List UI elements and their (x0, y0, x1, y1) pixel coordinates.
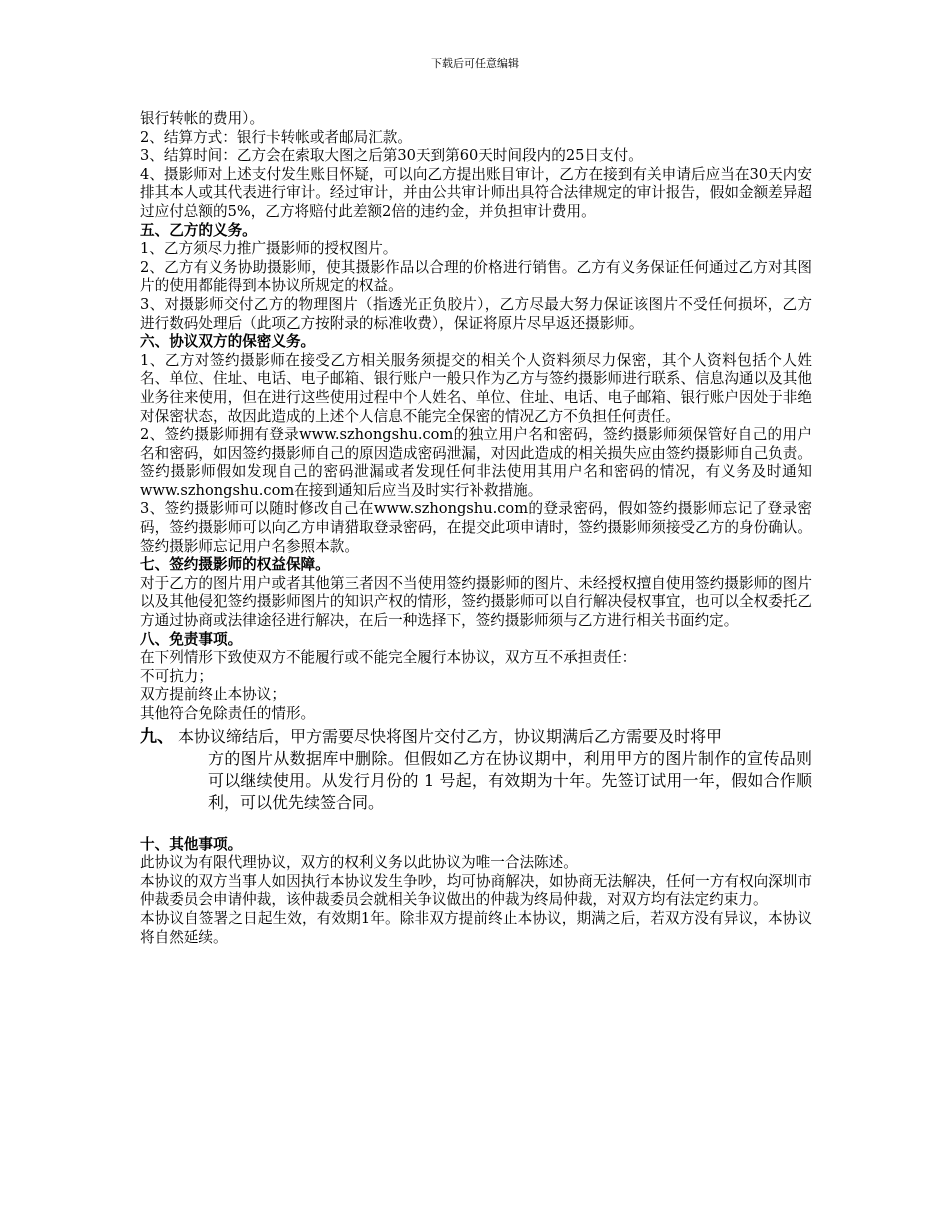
section-heading: 六、协议双方的保密义务。 (140, 333, 316, 351)
paragraph: 3、对摄影师交付乙方的物理图片（指透光正负胶片），乙方尽最大努力保证该图片不受任何损坏，乙方进行数码处理后（此项乙方按附录的标准收费），保证将原片尽早返还摄影师。 (140, 295, 812, 332)
paragraph: 4、摄影师对上述支付发生账目怀疑，可以向乙方提出账目审计，乙方在接到有关申请后应当在30天内安排其本人或其代表进行审计。经过审计，并由公共审计师出具符合法律规定的审计报告，假如金额差异超过应付总额的5%，乙方将赔付此差额2倍的违约金，并负担审计费用。 (140, 165, 812, 220)
spacer (140, 814, 812, 836)
paragraph: 对于乙方的图片用户或者其他第三者因不当使用签约摄影师的图片、未经授权擅自使用签约摄影师的图片以及其他侵犯签约摄影师图片的知识产权的情形，签约摄影师可以自行解决侵权事宜，也可以全权委托乙方通过协商或法律途径进行解决，在后一种选择下，签约摄影师须与乙方进行相关书面约定。 (140, 574, 812, 630)
clause-9-number: 九、 (140, 726, 174, 747)
section-heading: 十、其他事项。 (140, 835, 243, 853)
body-section-1 (140, 110, 812, 724)
clause-9-continuation: 方的图片从数据库中删除。但假如乙方在协议期中，利用甲方的图片制作的宣传品则可以继续使用。从发行月份的 1 号起，有效期为十年。先签订试用一年，假如合作顺利，可以优先续签合同。 (208, 748, 812, 812)
paragraph: 其他符合免除责任的情形。 (140, 705, 316, 722)
paragraph: 2、签约摄影师拥有登录www.szhongshu.com的独立用户名和密码，签约摄影师须保管好自己的用户名和密码，如因签约摄影师自己的原因造成密码泄漏，对因此造成的相关损失应由签约摄影师自己负责。签约摄影师假如发现自己的密码泄漏或者发现任何非法使用其用户名和密码的情况，有义务及时通知www.szhongshu.com在接到通知后应当及时实行补救措施。 (140, 426, 812, 499)
paragraph: 不可抗力； (140, 667, 213, 685)
page-header: 下载后可任意编辑 (431, 57, 519, 70)
paragraph: 2、结算方式：银行卡转帐或者邮局汇款。 (140, 128, 412, 146)
paragraph: 本协议自签署之日起生效，有效期1年。除非双方提前终止本协议，期满之后，若双方没有异议，本协议将自然延续。 (140, 909, 812, 946)
section-heading: 八、免责事项。 (140, 630, 243, 648)
section-heading: 七、签约摄影师的权益保障。 (140, 556, 330, 574)
paragraph: 在下列情形下致使双方不能履行或不能完全履行本协议，双方互不承担责任： (140, 649, 637, 667)
paragraph: 1、乙方须尽力推广摄影师的授权图片。 (140, 240, 398, 258)
paragraph: 3、结算时间：乙方会在索取大图之后第30天到第60天时间段内的25日支付。 (140, 147, 643, 165)
paragraph: 本协议的双方当事人如因执行本协议发生争吵，均可协商解决，如协商无法解决，任何一方有权向深圳市仲裁委员会申请仲裁，该仲裁委员会就相关争议做出的仲裁为终局仲裁，对双方均有法定约束力。 (140, 872, 812, 909)
paragraph: 双方提前终止本协议； (140, 686, 286, 704)
paragraph: 3、签约摄影师可以随时修改自己在www.szhongshu.com的登录密码，假如签约摄影师忘记了登录密码，签约摄影师可以向乙方申请猎取登录密码，在提交此项申请时，签约摄影师须接受乙方的身份确认。签约摄影师忘记用户名参照本款。 (140, 500, 812, 555)
body-section-2 (140, 836, 812, 948)
paragraph: 银行转帐的费用）。 (140, 110, 265, 127)
section-heading: 五、乙方的义务。 (140, 221, 257, 239)
clause-9-first-line: 本协议缔结后，甲方需要尽快将图片交付乙方，协议期满后乙方需要及时将甲 (178, 726, 723, 746)
clause-9 (140, 726, 812, 814)
paragraph: 1、乙方对签约摄影师在接受乙方相关服务须提交的相关个人资料须尽力保密，其个人资料包括个人姓名、单位、住址、电话、电子邮箱、银行账户一般只作为乙方与签约摄影师进行联系、信息沟通以及其他业务往来使用，但在进行这些使用过程中个人姓名、单位、住址、电话、电子邮箱、银行账户因处于非绝对保密状态，故因此造成的上述个人信息不能完全保密的情况乙方不负担任何责任。 (140, 351, 812, 425)
paragraph: 2、乙方有义务协助摄影师，使其摄影作品以合理的价格进行销售。乙方有义务保证任何通过乙方对其图片的使用都能得到本协议所规定的权益。 (140, 258, 812, 295)
paragraph: 此协议为有限代理协议，双方的权利义务以此协议为唯一合法陈述。 (140, 854, 578, 872)
document-body (140, 110, 812, 947)
